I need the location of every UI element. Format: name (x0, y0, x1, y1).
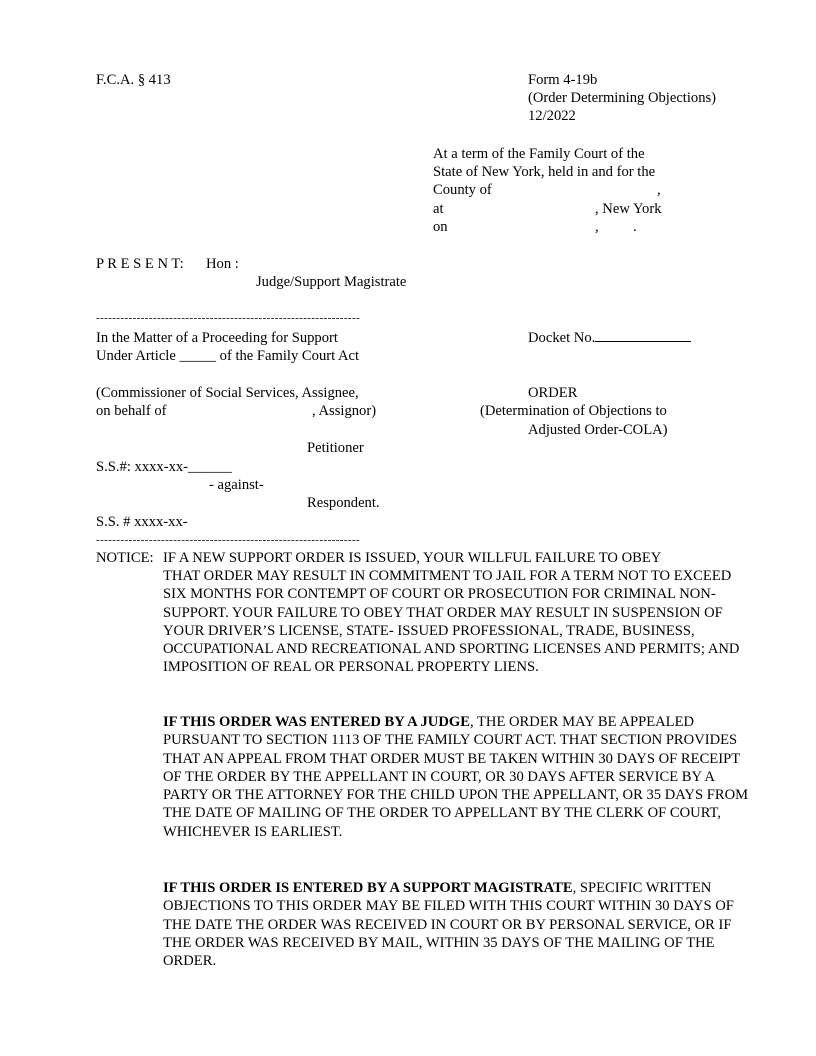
county-label: County of (433, 182, 492, 198)
docket-blank (595, 329, 691, 342)
notice-label: NOTICE: (96, 550, 154, 566)
caption-party-on-behalf: on behalf of (96, 403, 167, 419)
notice-paragraph-2 (163, 713, 753, 841)
respondent-ssn: S.S. # xxxx-xx- (96, 514, 188, 530)
at-label: at (433, 201, 444, 217)
on-period: . (633, 219, 637, 235)
docket-label: Docket No. (528, 330, 596, 346)
present-label: P R E S E N T: (96, 256, 184, 272)
caption-line1: In the Matter of a Proceeding for Support (96, 330, 338, 346)
petitioner-label: Petitioner (307, 440, 364, 456)
docket-number (528, 329, 691, 347)
notice-paragraph-3-heading: IF THIS ORDER IS ENTERED BY A SUPPORT MAGISTRATE (163, 880, 573, 896)
present-title: Judge/Support Magistrate (256, 274, 407, 290)
order-title: ORDER (528, 385, 578, 401)
statute-citation: F.C.A. § 413 (96, 72, 171, 88)
petitioner-ssn: S.S.#: xxxx-xx-______ (96, 459, 232, 475)
court-term-line1: At a term of the Family Court of the (433, 146, 645, 162)
form-number: Form 4-19b (528, 72, 598, 88)
court-term-line2: State of New York, held in and for the (433, 164, 656, 180)
caption-divider-top: ----------------------------------------------------------------- (96, 312, 361, 324)
notice-para1-first-line: IF A NEW SUPPORT ORDER IS ISSUED, YOUR WILLFUL FAILURE TO OBEY (163, 550, 662, 566)
notice-paragraph-2-text: , THE ORDER MAY BE APPEALED PURSUANT TO SECTION 1113 OF THE FAMILY COURT ACT. THAT SECTION PROVIDES THAT AN APPEAL FROM THAT ORDER MUST BE TAKEN WITHIN 30 DAYS OF RECEIPT OF THE ORDER BY THE APPELLANT IN COURT, OR 30 DAYS AFTER SERVICE BY A PARTY OR THE ATTORNEY FOR THE CHILD UPON THE APPELLANT, OR 35 DAYS FROM THE DATE OF MAILING OF THE ORDER TO APPELLANT BY THE CLERK OF COURT, WHICHEVER IS EARLIEST. (163, 714, 749, 840)
on-label: on (433, 219, 448, 235)
form-name: (Order Determining Objections) (528, 90, 717, 106)
respondent-label: Respondent. (307, 495, 380, 511)
on-comma: , (595, 219, 599, 235)
caption-divider-bottom: ----------------------------------------------------------------- (96, 534, 361, 546)
caption-party-line1: (Commissioner of Social Services, Assignee, (96, 385, 359, 401)
caption-article-blank: _____ (179, 348, 216, 364)
notice-paragraph-3 (163, 879, 753, 970)
against-label: - against- (209, 477, 264, 493)
form-date: 12/2022 (528, 108, 576, 124)
caption-article-suffix: of the Family Court Act (219, 348, 360, 364)
caption-article-prefix: Under Article (96, 348, 176, 364)
at-new-york: , New York (595, 201, 662, 217)
order-subtitle-line1: (Determination of Objections to (480, 403, 667, 419)
present-hon: Hon : (206, 256, 239, 272)
notice-paragraph-3-text: , SPECIFIC WRITTEN OBJECTIONS TO THIS ORDER MAY BE FILED WITH THIS COURT WITHIN 30 DAYS OF THE DATE THE ORDER WAS RECEIVED IN COURT OR BY PERSONAL SERVICE, OR IF THE ORDER WAS RECEIVED BY MAIL, WITHIN 35 DAYS OF THE MAILING OF THE ORDER. (163, 880, 734, 970)
caption-line2 (96, 347, 359, 365)
county-comma: , (657, 182, 661, 198)
caption-party-assignor: , Assignor) (312, 403, 377, 419)
notice-paragraph-2-heading: IF THIS ORDER WAS ENTERED BY A JUDGE (163, 714, 470, 730)
notice-paragraph-1: THAT ORDER MAY RESULT IN COMMITMENT TO JAIL FOR A TERM NOT TO EXCEED SIX MONTHS FOR CONTEMPT OF COURT OR PROSECUTION FOR CRIMINAL NON-SUPPORT. YOUR FAILURE TO OBEY THAT ORDER MAY RESULT IN SUSPENSION OF YOUR DRIVER’S LICENSE, STATE- ISSUED PROFESSIONAL, TRADE, BUSINESS, OCCUPATIONAL AND RECREATIONAL AND SPORTING LICENSES AND PERMITS; AND IMPOSITION OF REAL OR PERSONAL PROPERTY LIENS. (163, 568, 740, 676)
order-subtitle-line2: Adjusted Order-COLA) (528, 422, 668, 438)
